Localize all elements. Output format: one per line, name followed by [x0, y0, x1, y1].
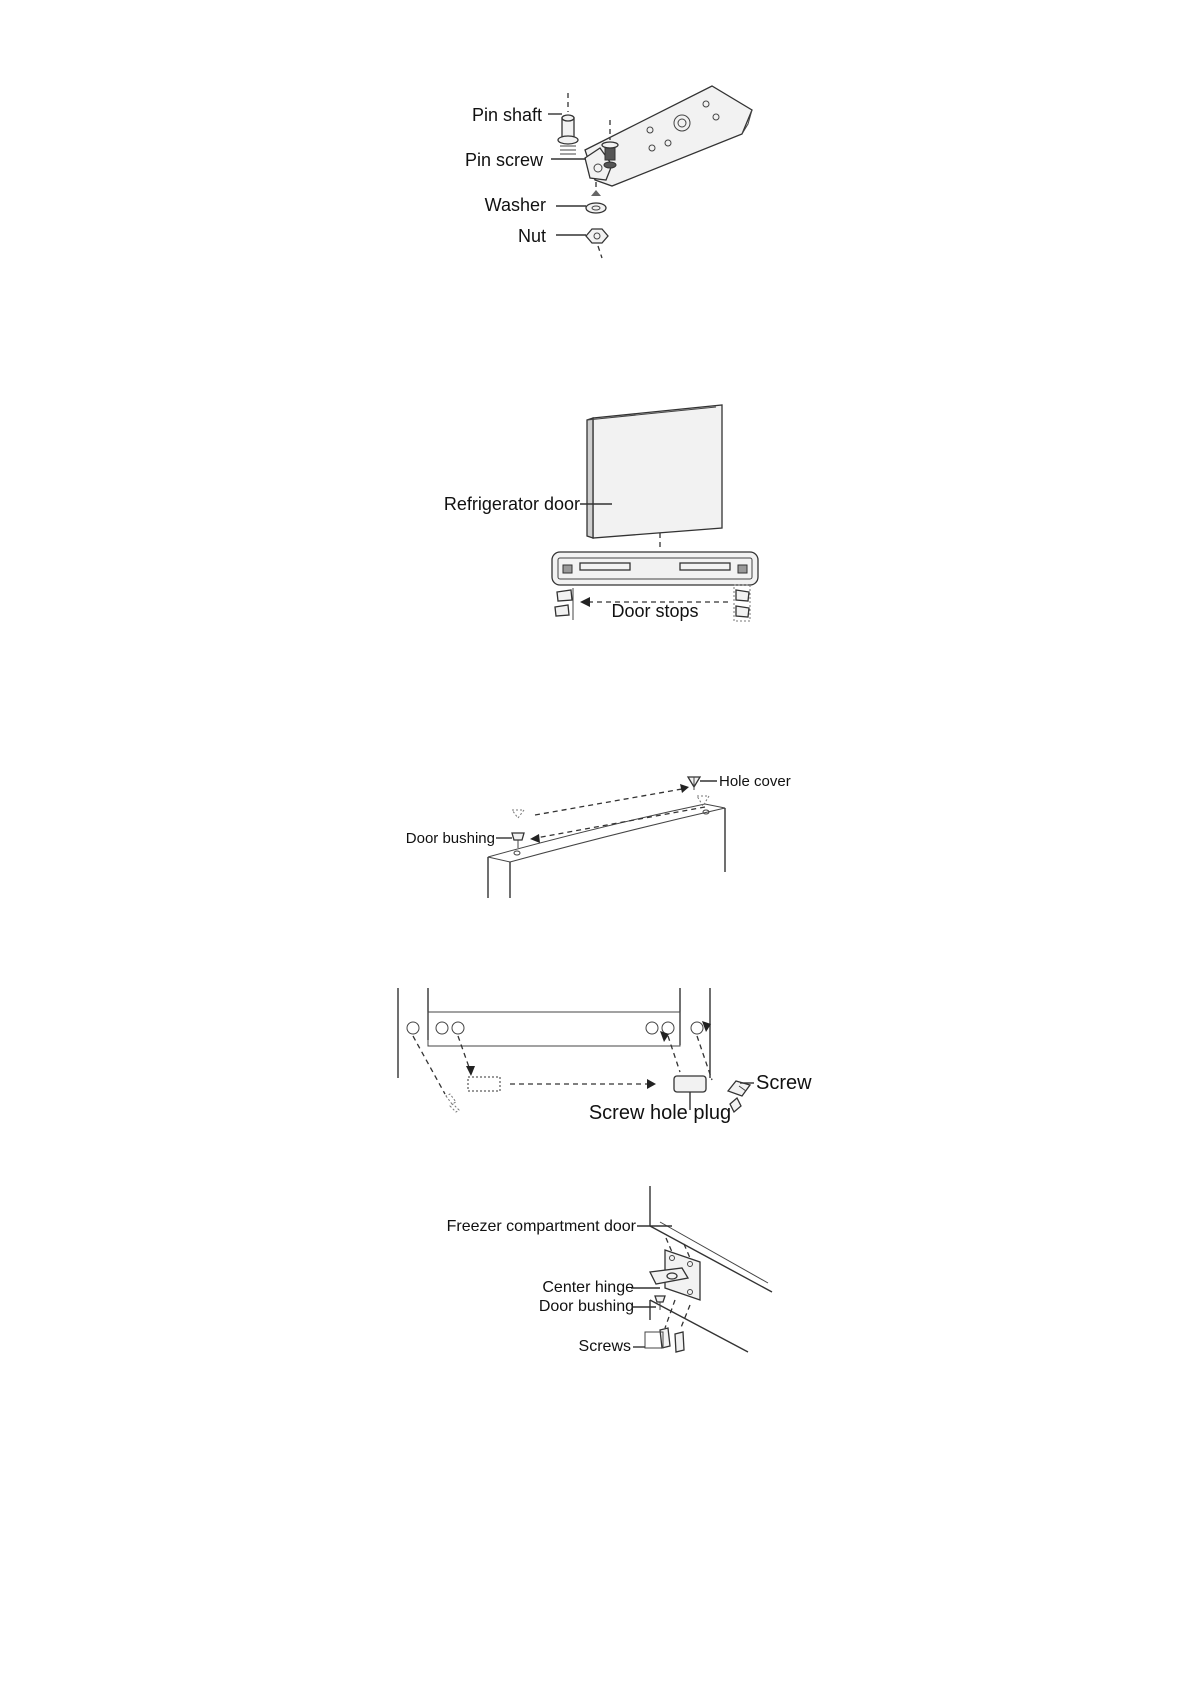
label-washer: Washer [484, 195, 546, 215]
figure-door-stops [430, 395, 770, 630]
center-hinge-part [650, 1238, 700, 1300]
label-pin-shaft: Pin shaft [471, 105, 542, 125]
label-door-stops: Door stops [611, 601, 699, 621]
center-hinge-diagram [425, 1180, 785, 1360]
door-stop-left [555, 588, 573, 620]
label-screws: Screws [578, 1338, 631, 1355]
nut [586, 229, 608, 258]
label-pin-screw: Pin screw [464, 150, 543, 170]
door-bushing-part [512, 810, 524, 848]
label-screw-hole-plug: Screw hole plug [588, 1102, 732, 1124]
label-hole-cover: Hole cover [719, 773, 791, 790]
figure-center-hinge [425, 1180, 785, 1360]
door-top [488, 804, 725, 898]
label-screw: Screw [756, 1072, 812, 1094]
hole-cover-diagram [405, 770, 805, 900]
hinge-assembly-diagram [440, 75, 780, 265]
center-screws [645, 1300, 690, 1352]
label-freezer-compartment-door: Freezer compartment door [446, 1218, 636, 1235]
refrigerator-door-panel [587, 405, 722, 538]
door-stops-diagram [430, 395, 770, 630]
hinge-plate [585, 86, 752, 186]
screw-hole-plug-part [674, 1076, 706, 1092]
screw-plug-diagram [395, 985, 815, 1130]
door-bottom-view [552, 552, 758, 585]
door-stop-right [734, 585, 750, 621]
washer [586, 182, 606, 213]
screw-part [728, 1081, 750, 1112]
label-center-hinge: Center hinge [542, 1279, 634, 1296]
figure-hole-cover [405, 770, 805, 900]
label-door-bushing: Door bushing [405, 830, 495, 847]
label-refrigerator-door: Refrigerator door [443, 494, 580, 514]
figure-hinge-assembly [440, 75, 780, 265]
arrow-head [580, 597, 590, 607]
label-nut: Nut [517, 226, 546, 246]
pin-shaft [558, 93, 578, 154]
label-center-door-bushing: Door bushing [538, 1298, 634, 1315]
figure-screw-plug [395, 985, 815, 1130]
